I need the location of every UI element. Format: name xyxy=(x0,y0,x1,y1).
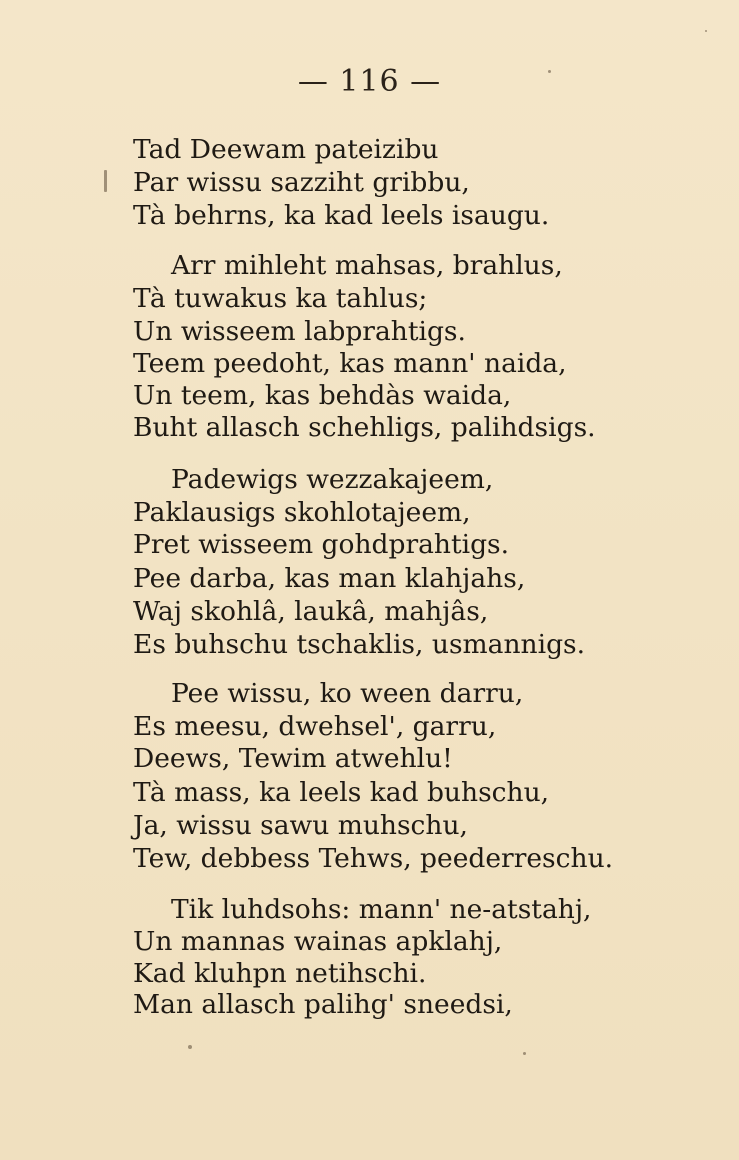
poem-line: Un teem, kas behdàs waida, xyxy=(133,380,512,411)
poem-line: Pret wisseem gohdprahtigs. xyxy=(133,529,510,560)
page-number: — 116 — xyxy=(297,64,442,99)
poem-line: Buht allasch schehligs, palihdsigs. xyxy=(133,412,596,443)
poem-line: Un mannas wainas apklahj, xyxy=(133,926,503,957)
paper-speck xyxy=(548,70,551,73)
poem-line: Deews, Tewim atwehlu! xyxy=(133,743,453,774)
poem-line: Paklausigs skohlotajeem, xyxy=(133,497,471,528)
poem-line: Kad kluhpn netihschi. xyxy=(133,958,427,989)
poem-line: Teem peedoht, kas mann' naida, xyxy=(133,348,567,379)
paper-speck xyxy=(188,1045,192,1049)
poem-line: Ja, wissu sawu muhschu, xyxy=(133,810,468,841)
poem-line: Tà behrns, ka kad leels isaugu. xyxy=(133,200,550,231)
poem-line: Waj skohlâ, laukâ, mahjâs, xyxy=(133,596,489,627)
poem-line: Tik luhdsohs: mann' ne-atstahj, xyxy=(171,894,592,925)
poem-line: Tew, debbess Tehws, peederreschu. xyxy=(133,843,614,874)
poem-line: Tà mass, ka leels kad buhschu, xyxy=(133,777,550,808)
poem-line: Es buhschu tschaklis, usmannigs. xyxy=(133,629,586,660)
poem-line: Par wissu sazziht gribbu, xyxy=(133,167,470,198)
poem-line: Arr mihleht mahsas, brahlus, xyxy=(171,250,563,281)
paper-speck xyxy=(104,170,107,192)
poem-line: Pee darba, kas man klahjahs, xyxy=(133,563,526,594)
poem-line: Padewigs wezzakajeem, xyxy=(171,464,494,495)
paper-speck xyxy=(705,30,707,32)
poem-line: Un wisseem labprahtigs. xyxy=(133,316,466,347)
poem-line: Tad Deewam pateizibu xyxy=(133,134,439,165)
paper-speck xyxy=(523,1052,526,1055)
poem-line: Pee wissu, ko ween darru, xyxy=(171,678,524,709)
poem-line: Es meesu, dwehsel', garru, xyxy=(133,711,497,742)
poem-line: Man allasch palihg' sneedsi, xyxy=(133,989,513,1020)
poem-line: Tà tuwakus ka tahlus; xyxy=(133,283,428,314)
